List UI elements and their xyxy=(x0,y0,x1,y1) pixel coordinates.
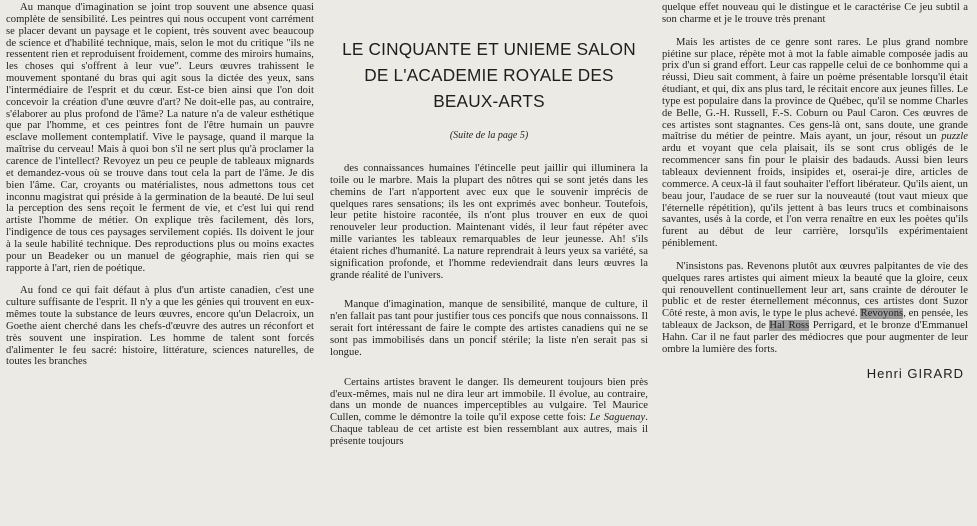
column-right xyxy=(662,0,968,381)
paragraph: des connaissances humaines l'étincelle peut jaillir qui illuminera la toile ou le marbre. Mais la plupart des nôtres qui se sont jetés dans les chemins de l'art n'apportent avec eux que le souvenir imprécis de quelques rares sensations; ils les ont exprimés avec bonheur. Toutefois, leur petite histoire racontée, ils n'ont plus trouver en eux de quoi renouveler leur production. Maintenant vidés, il leur faut répéter avec mille variantes les tableaux remarquables de leur jeunesse. Ah! s'ils étaient riches d'humanité. La nature reprendrait à leurs yeux sa variété, sa signification profonde, et l'homme redeviendrait dans leurs œuvres la grande réalité de l'univers. xyxy=(330,163,648,281)
author-signature: Henri GIRARD xyxy=(866,365,964,381)
italic-word: puzzle xyxy=(941,131,968,143)
paragraph: Manque d'imagination, manque de sensibilité, manque de culture, il n'en fallait pas tant pour justifier tous ces poncifs que nous connaissons. Il serait fort intéressant de faire le compte des artistes canadiens qui ne se sont pas immobilisés dans un poncif stérile; la liste n'en serait pas si longue. xyxy=(330,299,648,358)
paragraph xyxy=(662,37,968,250)
artwork-title: Le Saguenay xyxy=(589,412,646,424)
paragraph: quelque effet nouveau qui le distingue et le caractérise Ce jeu subtil a son charme et je le trouve très prenant xyxy=(662,2,968,25)
column-middle xyxy=(330,0,648,448)
highlighted-text: Hal Ross xyxy=(769,320,810,332)
paragraph: Au fond ce qui fait défaut à plus d'un artiste canadien, c'est une culture suffisante de l'esprit. Il n'y a que les génies qui trouvent en eux-mêmes toute la substance de leurs œuvres, encore qu'un Delacroix, un Goethe aient cherché dans les chefs-d'œuvre des autres un réconfort et très souvent une inspiration. Les homme de talent sont forcés d'alimenter le feu sacré: histoire, littérature, sciences naturelles, de toutes les branches xyxy=(6,285,314,368)
highlighted-text: Revoyons xyxy=(860,308,904,320)
text-run: , en pensée, les tableaux de Jackson, de xyxy=(662,308,968,332)
paragraph: Au manque d'imagination se joint trop souvent une absence quasi complète de sensibilité. Les peintres qui nous occupent vont carrément se placer devant un paysage et le copient, très souvent avec beaucoup de science et d'habilité technique, mais, selon le mot du critique "ils ne ressentent rien et reproduisent froidement, comme des miroirs humains, les choses qui s'offrent à leur vue". Leurs œuvres trahissent le mouvement spontané du bras qui agit sous la dictée des yeux, sans l'intermédiaire de l'esprit et du cœur. Est-ce bien ainsi que l'on doit concevoir la création d'une œuvre d'art? Ne doit-elle pas, au contraire, s'élaborer au plus profond de l'âme? La nature n'a de valeur esthétique que par l'homme, et ces peintres font de l'être humain un pauvre esclave mollement contemplatif. Vive le paysage, quand il marque la maîtrise du cerveau! Mais à quoi bon s'il ne sert plus qu'à proclamer la carence de l'intellect? Revoyez un peu ce peuple de tableaux mignards et demandez-vous où se trouve dans tout cela la part de l'âme. Je dis bien l'âme. Car, croyants ou matérialistes, nous admettons tous cet inconnu magistrat qui préside à la germination de la beauté. De lui seul la perception des sens reçoit le ferment de vie, et c'est lui qui rend artiste l'homme de métier. On explique très facilement, dès lors, l'indigence de tous ces paysages servilement copiés. Ils doivent le jour à la seule habilité technique. Des reproductions plus ou moins exactes pour un Beadeker ou un manuel de géographie, mais rien qui se rapporte à l'art, rien de poétique. xyxy=(6,2,314,274)
continued-note: (Suite de la page 5) xyxy=(449,130,529,141)
text-run: N'insistons pas. Revenons plutôt aux œuvres palpitantes de vie des quelques rares artistes qui aiment mieux la beauté que la gloire, ceux qui renouvellent continuellement leur art, sans crainte de dérouter le public et de rester éternellement méconnus, ces artistes dont Suzor Côté reste, à mon avis, le type le plus achevé. xyxy=(662,260,968,320)
article-title: LE CINQUANTE ET UNIEME SALON DE L'ACADEMIE ROYALE DES BEAUX-ARTS xyxy=(342,39,636,111)
text-run: Certains artistes bravent le danger. Ils demeurent toujours bien près d'eux-mêmes, mais nul ne dira leur art immobile. Il évolue, au contraire, dans un monde de nuances imperceptibles au vulgaire. Tel Maurice Cullen, comme le démontre la toile qu'il expose cette fois: xyxy=(330,376,648,424)
paragraph xyxy=(330,377,648,448)
text-run: Mais les artistes de ce genre sont rares. Le plus grand nombre piétine sur place, répète mot à mot la fable aimable composée jadis au prix d'un si grand effort. Leur cas rappelle celui de ce bonhomme qui a réussi, Dieu sait comment, à faire un poème présentable lorsqu'il était étudiant, et qui, dix ans plus tard, le récitait encore aux jeunes filles. Le type est populaire dans la province de Québec, qu'il se nomme Charles de Belle, G.-H. Russell, F.-S. Coburn ou Paul Caron. Ces œuvres de ces artistes sont stagnantes. Ces gens-là ont, sans doute, une grande maîtrise du métier de peintre. Mais ayant, un jour, résout un xyxy=(662,36,968,143)
column-left xyxy=(6,0,314,368)
paragraph xyxy=(662,261,968,356)
text-run: . Chaque tableau de cet artiste est bien ressemblant aux autres, mais il présente toujours xyxy=(330,412,648,447)
text-run: ardu et voyant que cela plaisait, ils se sont crus obligés de le recommencer sans fin pour le plaisir des badauds. Aussi bien leurs tableaux deviennent froids, insipides et, oserai-je dire, articles de commerce. A ceux-là il faut souhaiter l'effort libérateur. Qu'ils aient, un beau jour, l'audace de se ruer sur la nouveauté (tout vaut mieux que l'éternelle répétition), qu'ils jettent à bas leurs trucs et combinaisons savantes, usés à la corde, et l'on verra renaître en eux les poètes qu'ils furent au début de leur carrière, lorsqu'ils expérimentaient péniblement. xyxy=(662,143,968,250)
text-run: Perrigard, et le bronze d'Emmanuel Hahn. Car il ne faut parler des médiocres que pour augmenter de leur ombre la lumière des forts. xyxy=(662,320,968,355)
